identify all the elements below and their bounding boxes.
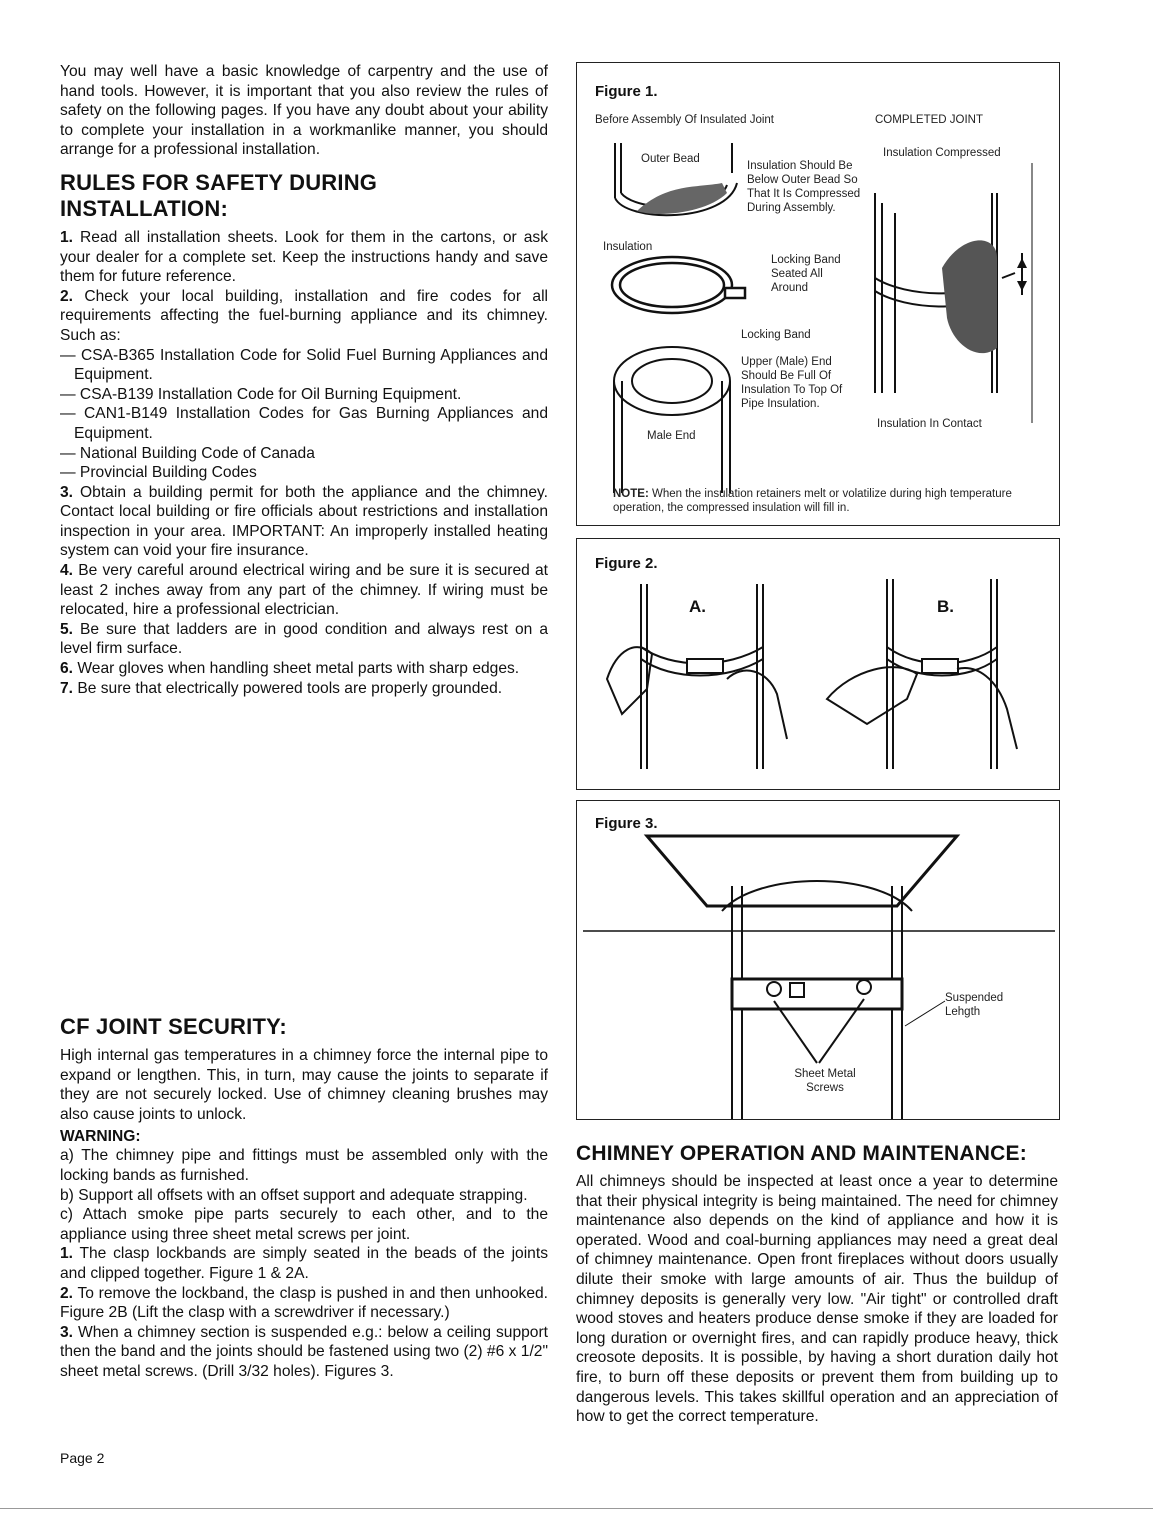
screws-label: Sheet Metal Screws [794, 1068, 856, 1094]
safety-item-7: 7. Be sure that electrically powered tools are properly grounded. [60, 679, 503, 697]
cf-step-1: 1. The clasp lockbands are simply seated in the beads of the joints and clipped together. Figure 1 & 2A. [60, 1245, 548, 1282]
warning-list [60, 1146, 548, 1381]
warning-item: b) Support all offsets with an offset support and adequate strapping. [60, 1186, 528, 1204]
safety-item-2: 2. Check your local building, installation and fire codes for all requirements affecting the fuel-burning appliance and its chimney. Such as: [60, 287, 548, 344]
upper-male-label: Upper (Male) End Should Be Full Of Insulation To Top Of Pipe Insulation. [741, 356, 843, 410]
intro-paragraph: You may well have a basic knowledge of carpentry and the use of hand tools. However, it is important that you also review the rules of safety on the following pages. If you have any doubt about your ability to complete your installation in a workmanlike manner, you should arrange for a professional installation. [60, 63, 548, 159]
before-label: Before Assembly Of Insulated Joint [595, 114, 774, 126]
figure-3 [576, 800, 1060, 1120]
code-item: — CAN1-B149 Installation Codes for Gas Burning Appliances and Equipment. [60, 405, 548, 442]
figure-2b-label: B. [937, 597, 954, 616]
male-end-label: Male End [647, 430, 696, 442]
cf-step-3: 3. When a chimney section is suspended e.g.: below a ceiling support then the band and the joints should be fastened using two (2) #6 x 1/2" sheet metal screws. (Drill 3/32 holes). Figures 3. [60, 1323, 548, 1380]
page-number: Page 2 [60, 1450, 105, 1466]
maintenance-heading: CHIMNEY OPERATION AND MAINTENANCE: [576, 1142, 1027, 1165]
insulation-contact-label: Insulation In Contact [877, 418, 982, 430]
figure-1-note: NOTE: When the insulation retainers melt or volatilize during high temperature operation, the compressed insulation will fill in. [613, 488, 1012, 514]
insulation-should-label: Insulation Should Be Below Outer Bead So That It Is Compressed During Assembly. [747, 160, 861, 214]
safety-item-3: 3. Obtain a building permit for both the appliance and the chimney. Contact local building or fire officials about restrictions and installation inspection in your area. IMPORTANT: An improperly installed heating system can void your fire insurance. [60, 483, 548, 560]
code-item: — National Building Code of Canada [60, 444, 315, 462]
safety-item-4: 4. Be very careful around electrical wiring and be sure it is secured at least 2 inches away from any part of the chimney. If wiring must be relocated, hire a professional electrician. [60, 562, 548, 619]
safety-item-1: 1. Read all installation sheets. Look for them in the cartons, or ask your dealer for a complete set. Keep the instructions handy and save them for future reference. [60, 228, 548, 286]
warning-label: WARNING: [60, 1128, 141, 1146]
safety-item-6: 6. Wear gloves when handling sheet metal parts with sharp edges. [60, 660, 520, 678]
code-item: — CSA-B139 Installation Code for Oil Burning Equipment. [60, 385, 462, 403]
safety-heading: RULES FOR SAFETY DURING INSTALLATION: [60, 169, 378, 221]
bottom-rule [0, 1508, 1153, 1509]
cf-intro: High internal gas temperatures in a chimney force the internal pipe to expand or lengthen. This, in turn, may cause the joints to separate if they are not securely locked. Use of chimney cleaning brushes may also cause joints to unlock. [60, 1047, 548, 1123]
cf-heading: CF JOINT SECURITY: [60, 1014, 287, 1039]
figure-2 [576, 538, 1060, 790]
warning-item: a) The chimney pipe and fittings must be assembled only with the locking bands as furnished. [60, 1147, 548, 1184]
insulation-compressed-label: Insulation Compressed [883, 147, 1001, 159]
code-item: — Provincial Building Codes [60, 464, 257, 482]
left-column [60, 62, 548, 698]
insulation-label: Insulation [603, 241, 653, 253]
figure-3-title: Figure 3. [595, 815, 658, 832]
suspended-label: Suspended Lehgth [945, 992, 1004, 1018]
figure-2-title: Figure 2. [595, 555, 658, 572]
cf-step-2: 2. To remove the lockband, the clasp is pushed in and then unhooked. Figure 2B (Lift the clasp with a screwdriver if necessary.) [60, 1284, 548, 1322]
maintenance-paragraph: All chimneys should be inspected at least once a year to determine that their physical integrity is being maintained. The need for chimney maintenance also depends on the kind of appliance and how it is operated. Wood and coal-burning appliances may need a great deal of chimney maintenance. Open front fireplaces without doors usually dilute their smoke with large amounts of air. Thus the buildup of chimney deposits is generally very low. "Air tight" or controlled draft wood stoves and heaters produce dense smoke if they are loaded for long duration or overnight fires, and can rapidly produce heavy, thick creosote deposits. It is possible, by having a short duration daily hot fire, to burn off these deposits or prevent them from building up to dangerous levels. This takes skillful operation and an appreciation of how to get the correct temperature. [576, 1173, 1058, 1426]
warning-item: c) Attach smoke pipe parts securely to each other, and to the appliance using three sheet metal screws per joint. [60, 1206, 548, 1243]
code-item: — CSA-B365 Installation Code for Solid Fuel Burning Appliances and Equipment. [60, 346, 548, 384]
compressed-insulation [942, 240, 997, 353]
cf-section [60, 1014, 548, 1382]
figure-1 [576, 62, 1060, 526]
locking-band-label: Locking Band [741, 329, 811, 341]
safety-item-5: 5. Be sure that ladders are in good condition and always rest on a level firm surface. [60, 620, 548, 658]
maintenance-section [576, 1142, 1058, 1427]
figure-2a-label: A. [689, 597, 706, 616]
insulation-hatch [637, 183, 727, 214]
outer-bead-label: Outer Bead [641, 153, 700, 165]
figure-2-drawing [577, 539, 1059, 789]
figure-1-title: Figure 1. [595, 83, 658, 100]
completed-label: COMPLETED JOINT [875, 114, 983, 126]
safety-list [60, 228, 548, 698]
locking-band-seated-label: Locking Band Seated All Around [771, 254, 841, 294]
